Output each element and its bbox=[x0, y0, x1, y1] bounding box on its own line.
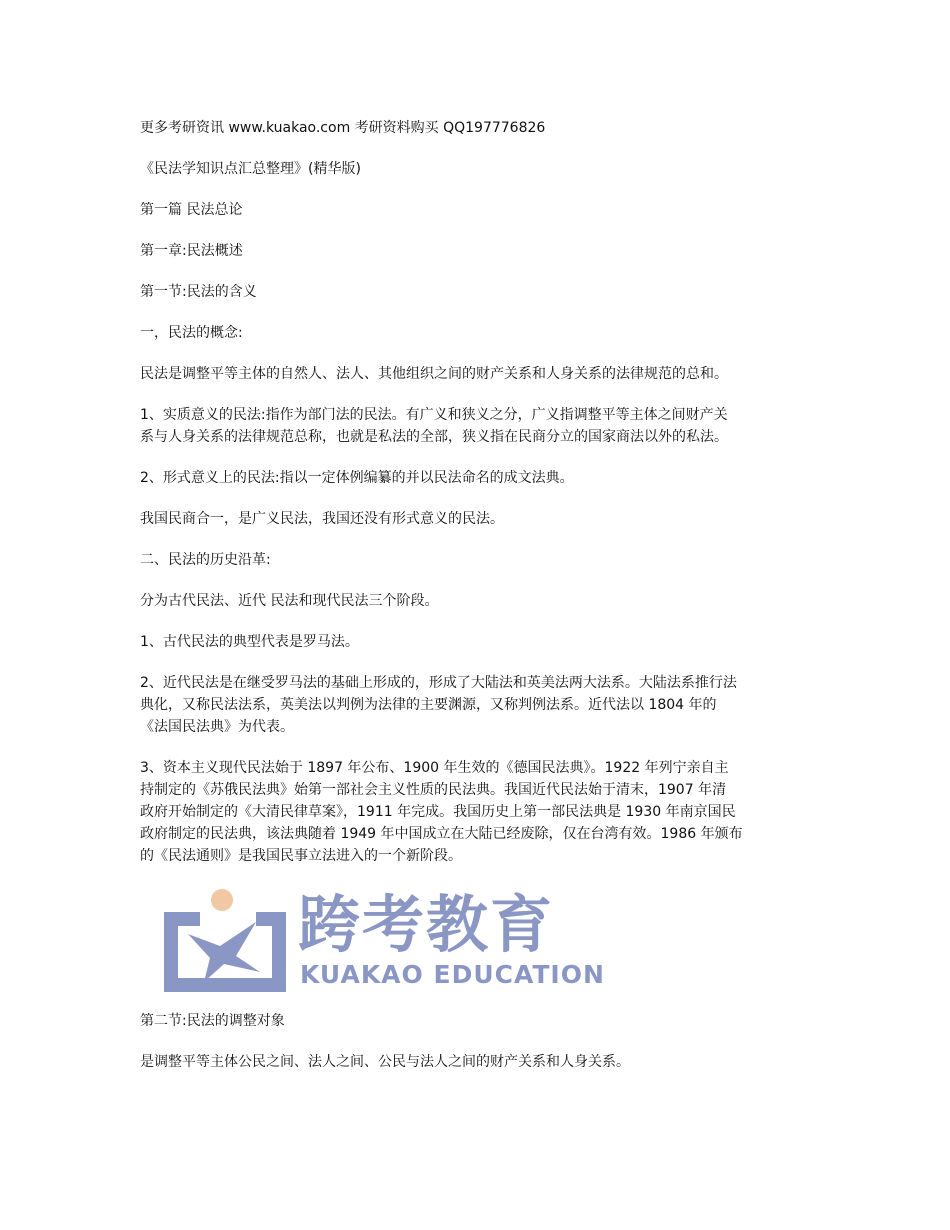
kuakao-logo-icon bbox=[160, 886, 300, 996]
paragraph-line: 系与人身关系的法律规范总称，也就是私法的全部，狭义指在民商分立的国家商法以外的私法。 bbox=[140, 429, 728, 445]
logo-english-text: KUAKAO EDUCATION bbox=[300, 960, 605, 989]
header-line: 更多考研资讯 www.kuakao.com 考研资料购买 QQ197776826 bbox=[140, 120, 546, 136]
paragraph-definition: 民法是调整平等主体的自然人、法人、其他组织之间的财产关系和人身关系的法律规范的总和。 bbox=[140, 366, 728, 382]
paragraph-substantive bbox=[140, 404, 820, 448]
paragraph-line: 政府制定的民法典，该法典随着 1949 年中国成立在大陆已经废除，仅在台湾有效。1986 年颁布 bbox=[140, 826, 743, 842]
paragraph-contemporary bbox=[140, 757, 820, 867]
kuakao-logo bbox=[160, 886, 605, 996]
paragraph-stages: 分为古代民法、近代 民法和现代民法三个阶段。 bbox=[140, 593, 439, 609]
part-title: 第一篇 民法总论 bbox=[140, 202, 243, 218]
paragraph-line: 的《民法通则》是我国民事立法进入的一个新阶段。 bbox=[140, 848, 462, 864]
heading-history: 二、民法的历史沿革: bbox=[140, 552, 271, 568]
paragraph-modern bbox=[140, 672, 820, 738]
paragraph-line: 政府开始制定的《大清民律草案》，1911 年完成。我国历史上第一部民法典是 1930 年南京国民 bbox=[140, 804, 736, 820]
paragraph-china: 我国民商合一，是广义民法，我国还没有形式意义的民法。 bbox=[140, 511, 504, 527]
logo-chinese-text: 跨考教育 bbox=[298, 888, 555, 961]
paragraph-line: 3、资本主义现代民法始于 1897 年公布、1900 年生效的《德国民法典》。1922 年列宁亲自主 bbox=[140, 760, 729, 776]
paragraph-line: 2、近代民法是在继受罗马法的基础上形成的，形成了大陆法和英美法两大法系。大陆法系推行法 bbox=[140, 675, 737, 691]
paragraph-line: 《法国民法典》为代表。 bbox=[140, 719, 294, 735]
document-page bbox=[140, 117, 820, 1092]
chapter-title: 第一章:民法概述 bbox=[140, 243, 243, 259]
section-title-2: 第二节:民法的调整对象 bbox=[140, 1013, 285, 1029]
paragraph-line: 持制定的《苏俄民法典》始第一部社会主义性质的民法典。我国近代民法始于清末，1907 年清 bbox=[140, 782, 727, 798]
document-title: 《民法学知识点汇总整理》(精华版) bbox=[140, 161, 361, 177]
heading-concept: 一，民法的概念: bbox=[140, 325, 243, 341]
section-title-1: 第一节:民法的含义 bbox=[140, 284, 257, 300]
paragraph-line: 1、实质意义的民法:指作为部门法的民法。有广义和狭义之分，广义指调整平等主体之间财产关 bbox=[140, 407, 728, 423]
logo-star bbox=[188, 922, 260, 982]
paragraph-line: 典化，又称民法法系，英美法以判例为法律的主要渊源，又称判例法系。近代法以 1804 年的 bbox=[140, 697, 717, 713]
paragraph-ancient: 1、古代民法的典型代表是罗马法。 bbox=[140, 634, 359, 650]
logo-dot bbox=[211, 889, 233, 911]
paragraph-formal: 2、形式意义上的民法:指以一定体例编纂的并以民法命名的成文法典。 bbox=[140, 470, 574, 486]
paragraph-object: 是调整平等主体公民之间、法人之间、公民与法人之间的财产关系和人身关系。 bbox=[140, 1054, 630, 1070]
